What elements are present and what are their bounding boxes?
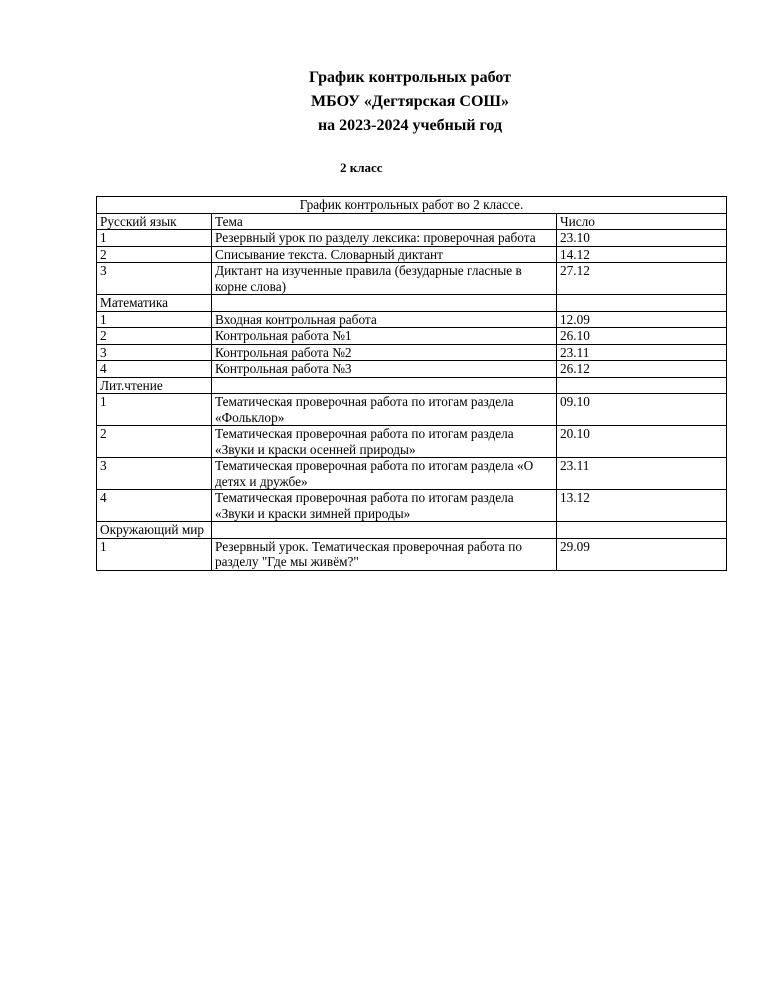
document-title-line-1: График контрольных работ [308,69,512,86]
topic-cell: Резервный урок по разделу лексика: проверочная работа [212,230,557,247]
number-cell: 1 [97,311,212,328]
date-cell: 23.11 [557,458,727,490]
date-cell: 23.11 [557,344,727,361]
subject-cell: Окружающий мир [97,522,212,539]
number-cell: 3 [97,263,212,295]
subject-cell: Лит.чтение [97,377,212,394]
date-cell: 26.12 [557,361,727,378]
table-row [97,263,727,295]
table-row [97,377,727,394]
table-row [97,490,727,522]
date-cell: 09.10 [557,394,727,426]
document-title-line-3: на 2023-2024 учебный год [317,117,503,134]
number-cell: 1 [97,394,212,426]
number-cell: 2 [97,328,212,345]
number-cell: 1 [97,230,212,247]
topic-cell: Контрольная работа №2 [212,344,557,361]
table-row [97,538,727,570]
test-schedule-table [96,196,727,571]
date-cell: 13.12 [557,490,727,522]
table-row [97,361,727,378]
table-row [97,394,727,426]
date-cell: 14.12 [557,246,727,263]
date-cell [557,295,727,312]
table-row [97,295,727,312]
date-cell: 23.10 [557,230,727,247]
date-cell: 12.09 [557,311,727,328]
topic-cell: Диктант на изученные правила (безударные гласные в корне слова) [212,263,557,295]
topic-cell: Входная контрольная работа [212,311,557,328]
date-cell [557,377,727,394]
topic-cell [212,522,557,539]
table-row [97,311,727,328]
number-cell: 4 [97,361,212,378]
date-cell: 27.12 [557,263,727,295]
subject-cell: Русский язык [97,213,212,230]
topic-cell: Тематическая проверочная работа по итогам раздела «Фольклор» [212,394,557,426]
topic-cell: Тематическая проверочная работа по итогам раздела «Звуки и краски осенней природы» [212,426,557,458]
table-caption-row [97,197,727,214]
date-header-cell: Число [557,213,727,230]
topic-cell [212,295,557,312]
topic-cell: Контрольная работа №1 [212,328,557,345]
number-cell: 2 [97,426,212,458]
date-cell: 20.10 [557,426,727,458]
table-row [97,246,727,263]
date-cell: 29.09 [557,538,727,570]
number-cell: 1 [97,538,212,570]
table-row [97,328,727,345]
number-cell: 2 [97,246,212,263]
topic-cell: Контрольная работа №3 [212,361,557,378]
document-header [0,66,768,138]
topic-cell: Тематическая проверочная работа по итогам раздела «Звуки и краски зимней природы» [212,490,557,522]
number-cell: 3 [97,458,212,490]
table-row [97,522,727,539]
document-title-line-2: МБОУ «Дегтярская СОШ» [311,93,509,110]
topic-cell: Резервный урок. Тематическая проверочная работа по разделу "Где мы живём?" [212,538,557,570]
number-cell: 4 [97,490,212,522]
topic-cell: Тематическая проверочная работа по итогам раздела «О детях и дружбе» [212,458,557,490]
topic-cell [212,377,557,394]
number-cell: 3 [97,344,212,361]
table-row [97,344,727,361]
table-row [97,458,727,490]
grade-label: 2 класс [340,160,383,175]
table-caption: График контрольных работ во 2 классе. [97,197,727,214]
table-row [97,426,727,458]
topic-header-cell: Тема [212,213,557,230]
topic-cell: Списывание текста. Словарный диктант [212,246,557,263]
subject-cell: Математика [97,295,212,312]
table-row [97,213,727,230]
date-cell: 26.10 [557,328,727,345]
table-row [97,230,727,247]
date-cell [557,522,727,539]
